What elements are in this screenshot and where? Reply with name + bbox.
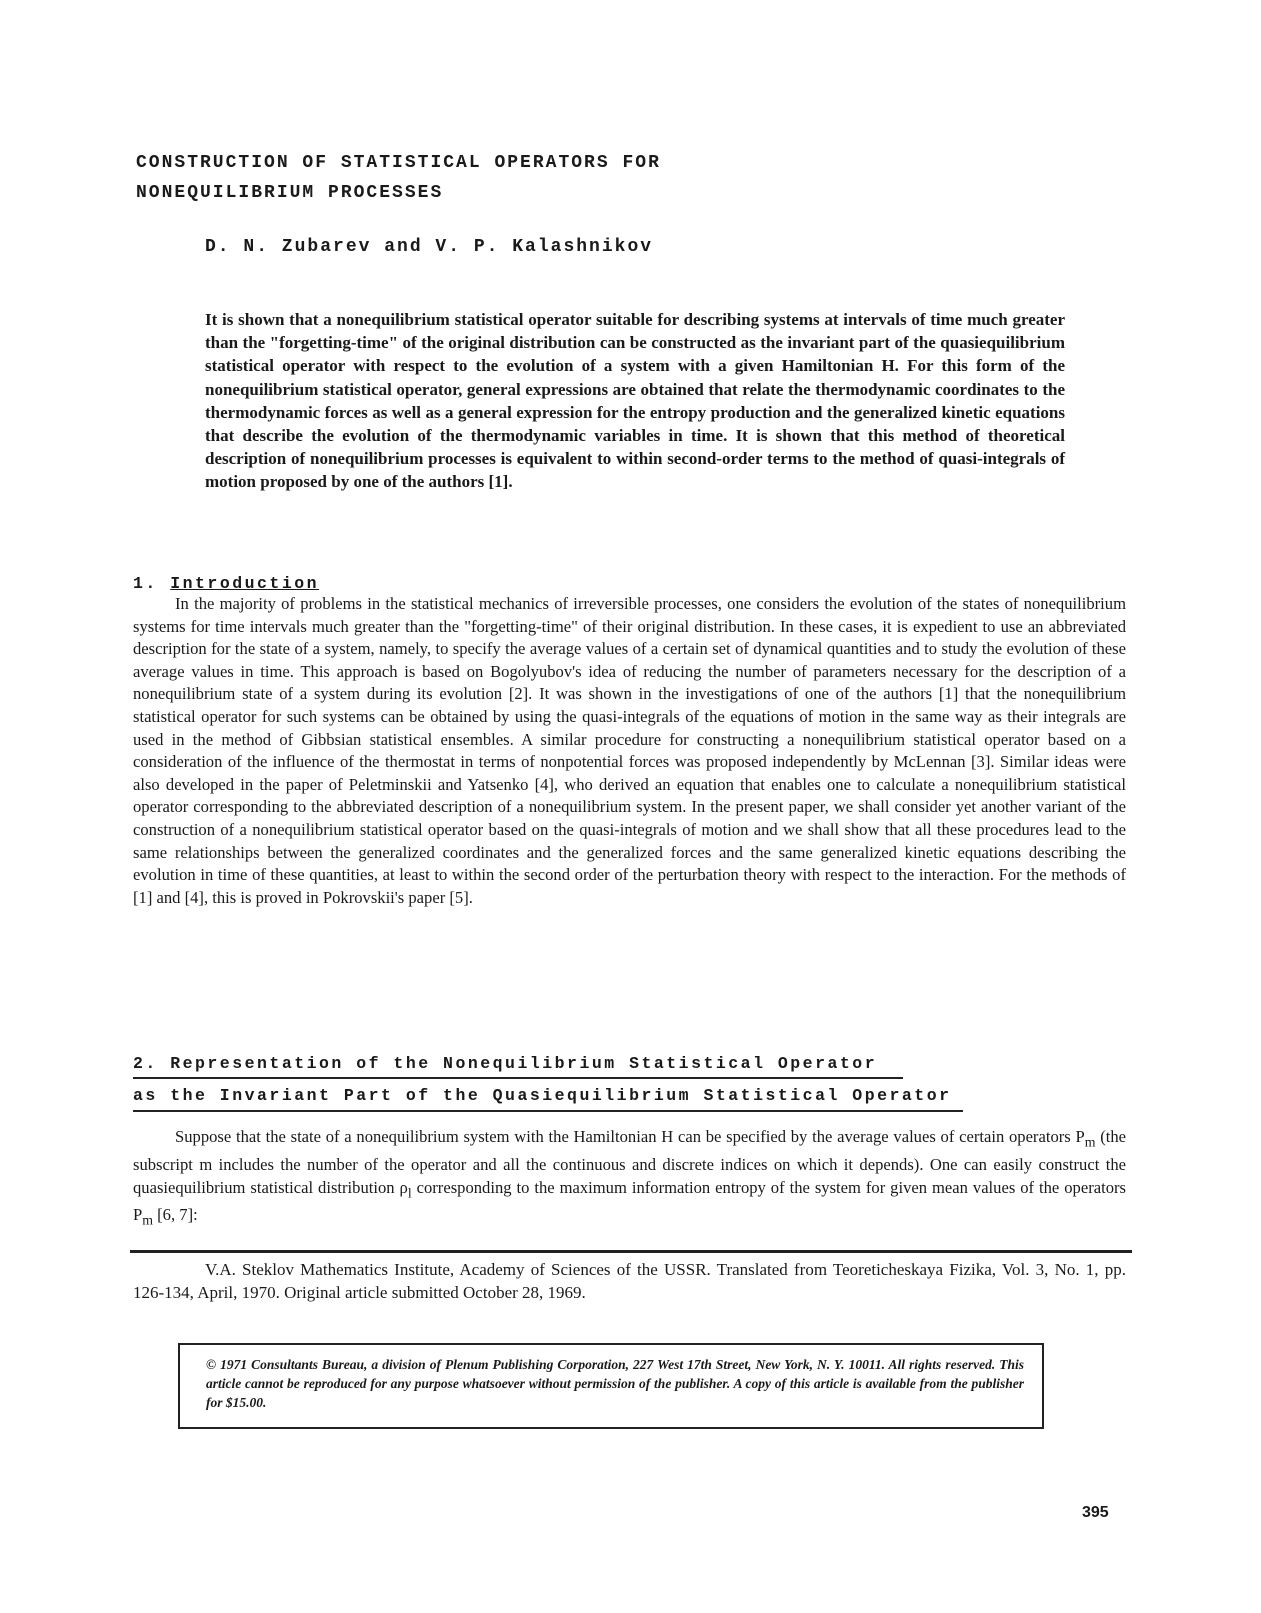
section-2-heading-underline-1: [133, 1077, 903, 1079]
section-2-text-part-2: (the subscript m includes the number of the operator and all the continuous and discrete indices on which it depends). One can easily construct the quasiequilibrium statistical distribution ρ: [133, 1127, 1126, 1197]
affiliation-footnote: V.A. Steklov Mathematics Institute, Academy of Sciences of the USSR. Translated from Teoreticheskaya Fizika, Vol. 3, No. 1, pp. 126-134, April, 1970. Original article submitted October 28, 1969.: [133, 1260, 1126, 1302]
abstract: It is shown that a nonequilibrium statistical operator suitable for describing systems at intervals of time much greater than the "forgetting-time" of the original distribution can be constructed as the invariant part of the quasiequilibrium statistical operator with respect to the evolution of a system with a given Hamiltonian H. For this form of the nonequilibrium statistical operator, general expressions are obtained that relate the thermodynamic coordinates to the thermodynamic forces as well as a general expression for the entropy production and the generalized kinetic equations that describe the evolution of the thermodynamic variables in time. It is shown that this method of theoretical description of nonequilibrium processes is equivalent to within second-order terms to the method of quasi-integrals of motion proposed by one of the authors [1].: [205, 310, 1065, 492]
section-2-heading-line-2: as the Invariant Part of the Quasiequilibrium Statistical Operator: [133, 1086, 952, 1105]
section-2-heading-underline-2: [133, 1110, 963, 1112]
article-title: [136, 148, 936, 208]
section-2-paragraph: [133, 1126, 1126, 1232]
title-line-2: NONEQUILIBRIUM PROCESSES: [136, 183, 444, 203]
subscript-m-2: m: [142, 1212, 153, 1228]
section-2-text-part-1: Suppose that the state of a nonequilibrium system with the Hamiltonian H can be specified by the average values of certain operators P: [175, 1127, 1085, 1146]
subscript-m-1: m: [1084, 1134, 1096, 1150]
copyright-notice: © 1971 Consultants Bureau, a division of Plenum Publishing Corporation, 227 West 17th Street, New York, N. Y. 10011. All rights reserved. This article cannot be reproduced for any purpose whatsoever without permission of the publisher. A copy of this article is available from the publisher for $15.00.: [178, 1343, 1044, 1429]
introduction-paragraph: In the majority of problems in the statistical mechanics of irreversible processes, one considers the evolution of the states of nonequilibrium systems for time intervals much greater than the "forgetting-time" of their original distribution. In these cases, it is expedient to use an abbreviated description for the state of a system, namely, to specify the average values of a certain set of dynamical quantities and to study the evolution of these average values in time. This approach is based on Bogolyubov's idea of reducing the number of parameters necessary for the description of a nonequilibrium state of a system during its evolution [2]. It was shown in the investigations of one of the authors [1] that the nonequilibrium statistical operator for such systems can be obtained by using the quasi-integrals of the equations of motion in the same way as their integrals are used in the method of Gibbsian statistical ensembles. A similar procedure for constructing a nonequilibrium statistical operator based on a consideration of the influence of the thermostat in terms of nonpotential forces was proposed independently by McLennan [3]. Similar ideas were also developed in the paper of Peletminskii and Yatsenko [4], who derived an equation that enables one to calculate a nonequilibrium statistical operator corresponding to the abbreviated description of a nonequilibrium system. In the present paper, we shall consider yet another variant of the construction of a nonequilibrium statistical operator based on the quasi-integrals of motion and we shall show that all these procedures lead to the same relationships between the generalized coordinates and the generalized forces and the same generalized kinetic equations describing the evolution in time of these quantities, at least to within the second order of the perturbation theory with respect to the interaction. For the methods of [1] and [4], this is proved in Pokrovskii's paper [5].: [133, 594, 1126, 907]
footnote-divider: [130, 1250, 1132, 1253]
section-2-body: [133, 1126, 1126, 1232]
subscript-l: l: [407, 1184, 412, 1200]
page-number: 395: [1082, 1504, 1109, 1521]
authors: D. N. Zubarev and V. P. Kalashnikov: [205, 237, 654, 257]
section-1-heading: [133, 574, 319, 593]
section-1-title: Introduction: [170, 574, 320, 593]
title-line-1: CONSTRUCTION OF STATISTICAL OPERATORS FOR: [136, 153, 661, 173]
section-2-text-part-4: [6, 7]:: [153, 1205, 198, 1225]
section-1-body: [133, 593, 1126, 909]
section-1-number: 1.: [133, 574, 158, 593]
section-2-text-part-3: corresponding to the maximum information entropy of the system for given mean values of the operators P: [133, 1177, 1126, 1225]
section-2-heading-line-1: 2. Representation of the Nonequilibrium Statistical Operator: [133, 1054, 878, 1073]
